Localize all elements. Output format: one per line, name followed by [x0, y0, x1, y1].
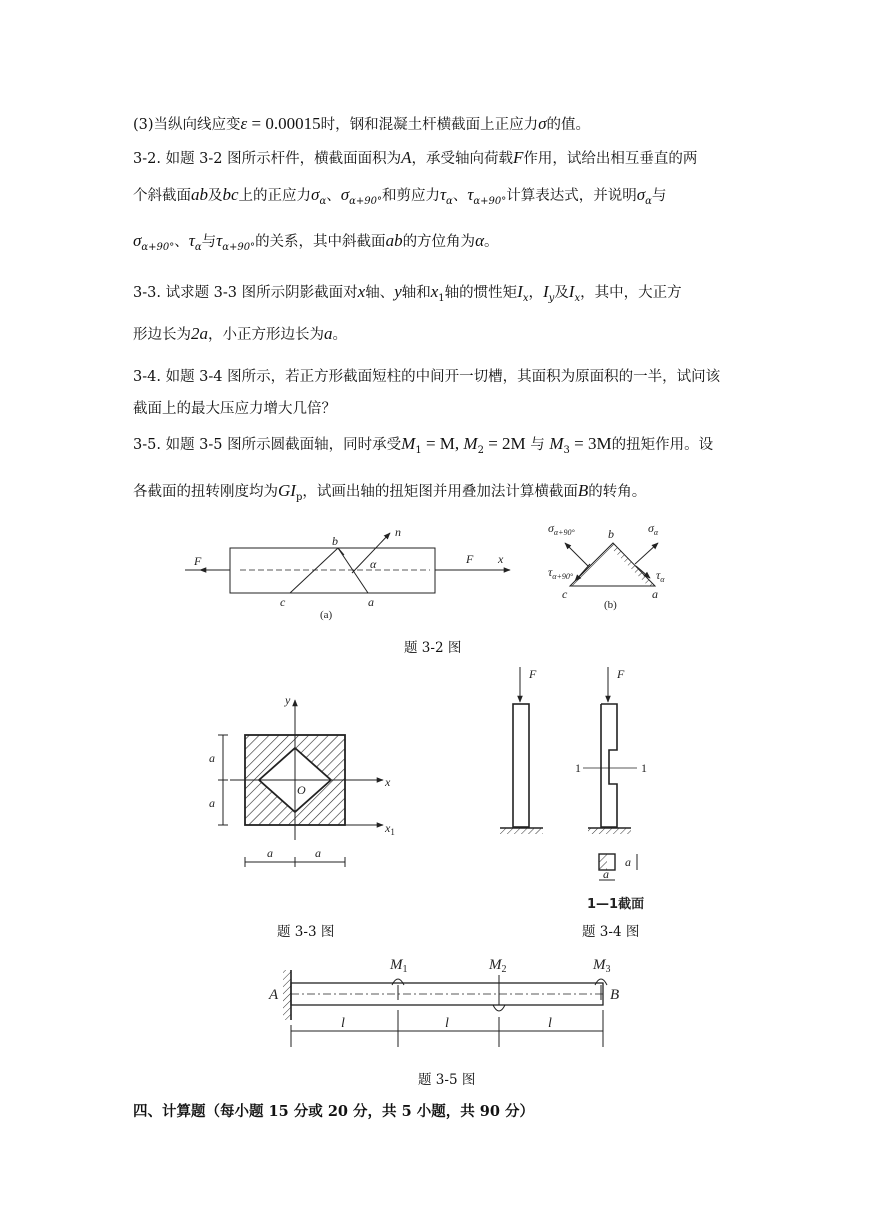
fig34-F1: F	[529, 667, 537, 681]
fig32-F-right: F	[466, 552, 474, 566]
fig32-F-left: F	[194, 554, 202, 568]
fig34-F2: F	[617, 667, 625, 681]
q3-4-line2: 截面上的最大压应力增大几倍？	[133, 401, 336, 417]
fig32-caption: 题 3-2 图	[404, 640, 462, 656]
fig34-a-h: a	[603, 867, 609, 881]
fig32-siga: $\sigma_\alpha$	[648, 521, 659, 537]
fig32-a2: a	[652, 587, 658, 601]
fig33-a-v2: a	[209, 796, 215, 810]
fig35-M1: $M_1$	[390, 957, 408, 975]
fig34-section: 1—1截面	[587, 897, 645, 912]
fig35-B: B	[610, 987, 620, 1003]
fig33-a-v1: a	[209, 751, 215, 765]
fig33-x: x	[385, 775, 391, 789]
fig32-c2: c	[562, 587, 568, 601]
fig32-sub-a: (a)	[320, 609, 333, 621]
figure-3-4	[495, 662, 665, 912]
fig35-l2: l	[445, 1016, 449, 1031]
fig35-M3: $M_3$	[593, 957, 611, 975]
q3-1-line: (3)当纵向线应变ε = 0.00015时，钢和混凝土杆横截面上正应力σ的值。	[133, 114, 590, 133]
fig32-taua: $\tau_\alpha$	[656, 568, 665, 584]
figure-3-2	[180, 518, 700, 628]
fig33-x1: $x_1$	[385, 821, 395, 837]
q3-4-line1: 3-4. 如题 3-4 图所示，若正方形截面短柱的中间开一切槽，其面积为原面积的一半，试问该	[133, 369, 721, 385]
fig32-sig90: $\sigma_{\alpha+90^\circ}$	[548, 521, 575, 537]
fig32-n: n	[395, 525, 401, 539]
fig32-b: b	[332, 534, 338, 548]
fig33-caption: 题 3-3 图	[277, 924, 335, 940]
fig32-tau90: $\tau_{\alpha+90^\circ}$	[548, 565, 574, 581]
fig35-A: A	[269, 987, 279, 1003]
figure-3-3	[205, 690, 405, 880]
fig35-M2: $M_2$	[489, 957, 507, 975]
fig33-y: y	[285, 693, 291, 707]
fig33-a-h1: a	[267, 846, 273, 860]
fig32-alpha: α	[370, 557, 377, 571]
fig33-O: O	[297, 783, 306, 797]
fig32-sub-b: (b)	[604, 599, 617, 611]
fig35-caption: 题 3-5 图	[418, 1072, 476, 1088]
fig32-c: c	[280, 595, 286, 609]
q3-3-line2: 形边长为2a，小正方形边长为a。	[133, 324, 347, 343]
fig35-l1: l	[341, 1016, 345, 1031]
fig32-b2: b	[608, 527, 614, 541]
fig33-a-h2: a	[315, 846, 321, 860]
section-4-heading: 四、计算题（每小题 15 分或 20 分，共 5 小题，共 90 分）	[133, 1103, 535, 1120]
q3-2-line3: $\sigma_{\alpha+90^\circ}$、$\tau_\alpha$与$\tau_{\alpha+90^\circ}$的关系，其中斜截面ab的方位角为α。	[133, 231, 499, 253]
fig34-caption: 题 3-4 图	[582, 924, 640, 940]
fig34-s2: 1	[641, 761, 647, 775]
q3-5-line2: 各截面的扭转刚度均为$GI_p$，试画出轴的扭矩图并用叠加法计算横截面B的转角。	[133, 481, 647, 503]
fig32-a: a	[368, 595, 374, 609]
figure-3-5	[265, 955, 635, 1055]
fig35-l3: l	[548, 1016, 552, 1031]
q3-2-line1: 3-2. 如题 3-2 图所示杆件，横截面面积为A，承受轴向荷载F作用，试给出相互垂直的两	[133, 148, 698, 167]
fig34-s1: 1	[575, 761, 581, 775]
q3-3-line1: 3-3. 试求题 3-3 图所示阴影截面对x轴、y轴和$x_1$轴的惯性矩$I_x$，$I_y$及$I_x$，其中，大正方	[133, 282, 682, 304]
fig34-a-v: a	[625, 855, 631, 869]
q3-5-line1: 3-5. 如题 3-5 图所示圆截面轴，同时承受$M_1 = M$, $M_2 = 2M$ 与 $M_3 = 3M$的扭矩作用。设	[133, 434, 714, 456]
fig32-x: x	[498, 552, 504, 566]
q3-2-line2: 个斜截面ab及bc上的正应力$\sigma_\alpha$、$\sigma_{\alpha+90^\circ}$和剪应力$\tau_\alpha$、$\tau_{\alpha+90^\circ}$计算表达式，并说明$\sigma_\alpha$与	[133, 185, 667, 207]
